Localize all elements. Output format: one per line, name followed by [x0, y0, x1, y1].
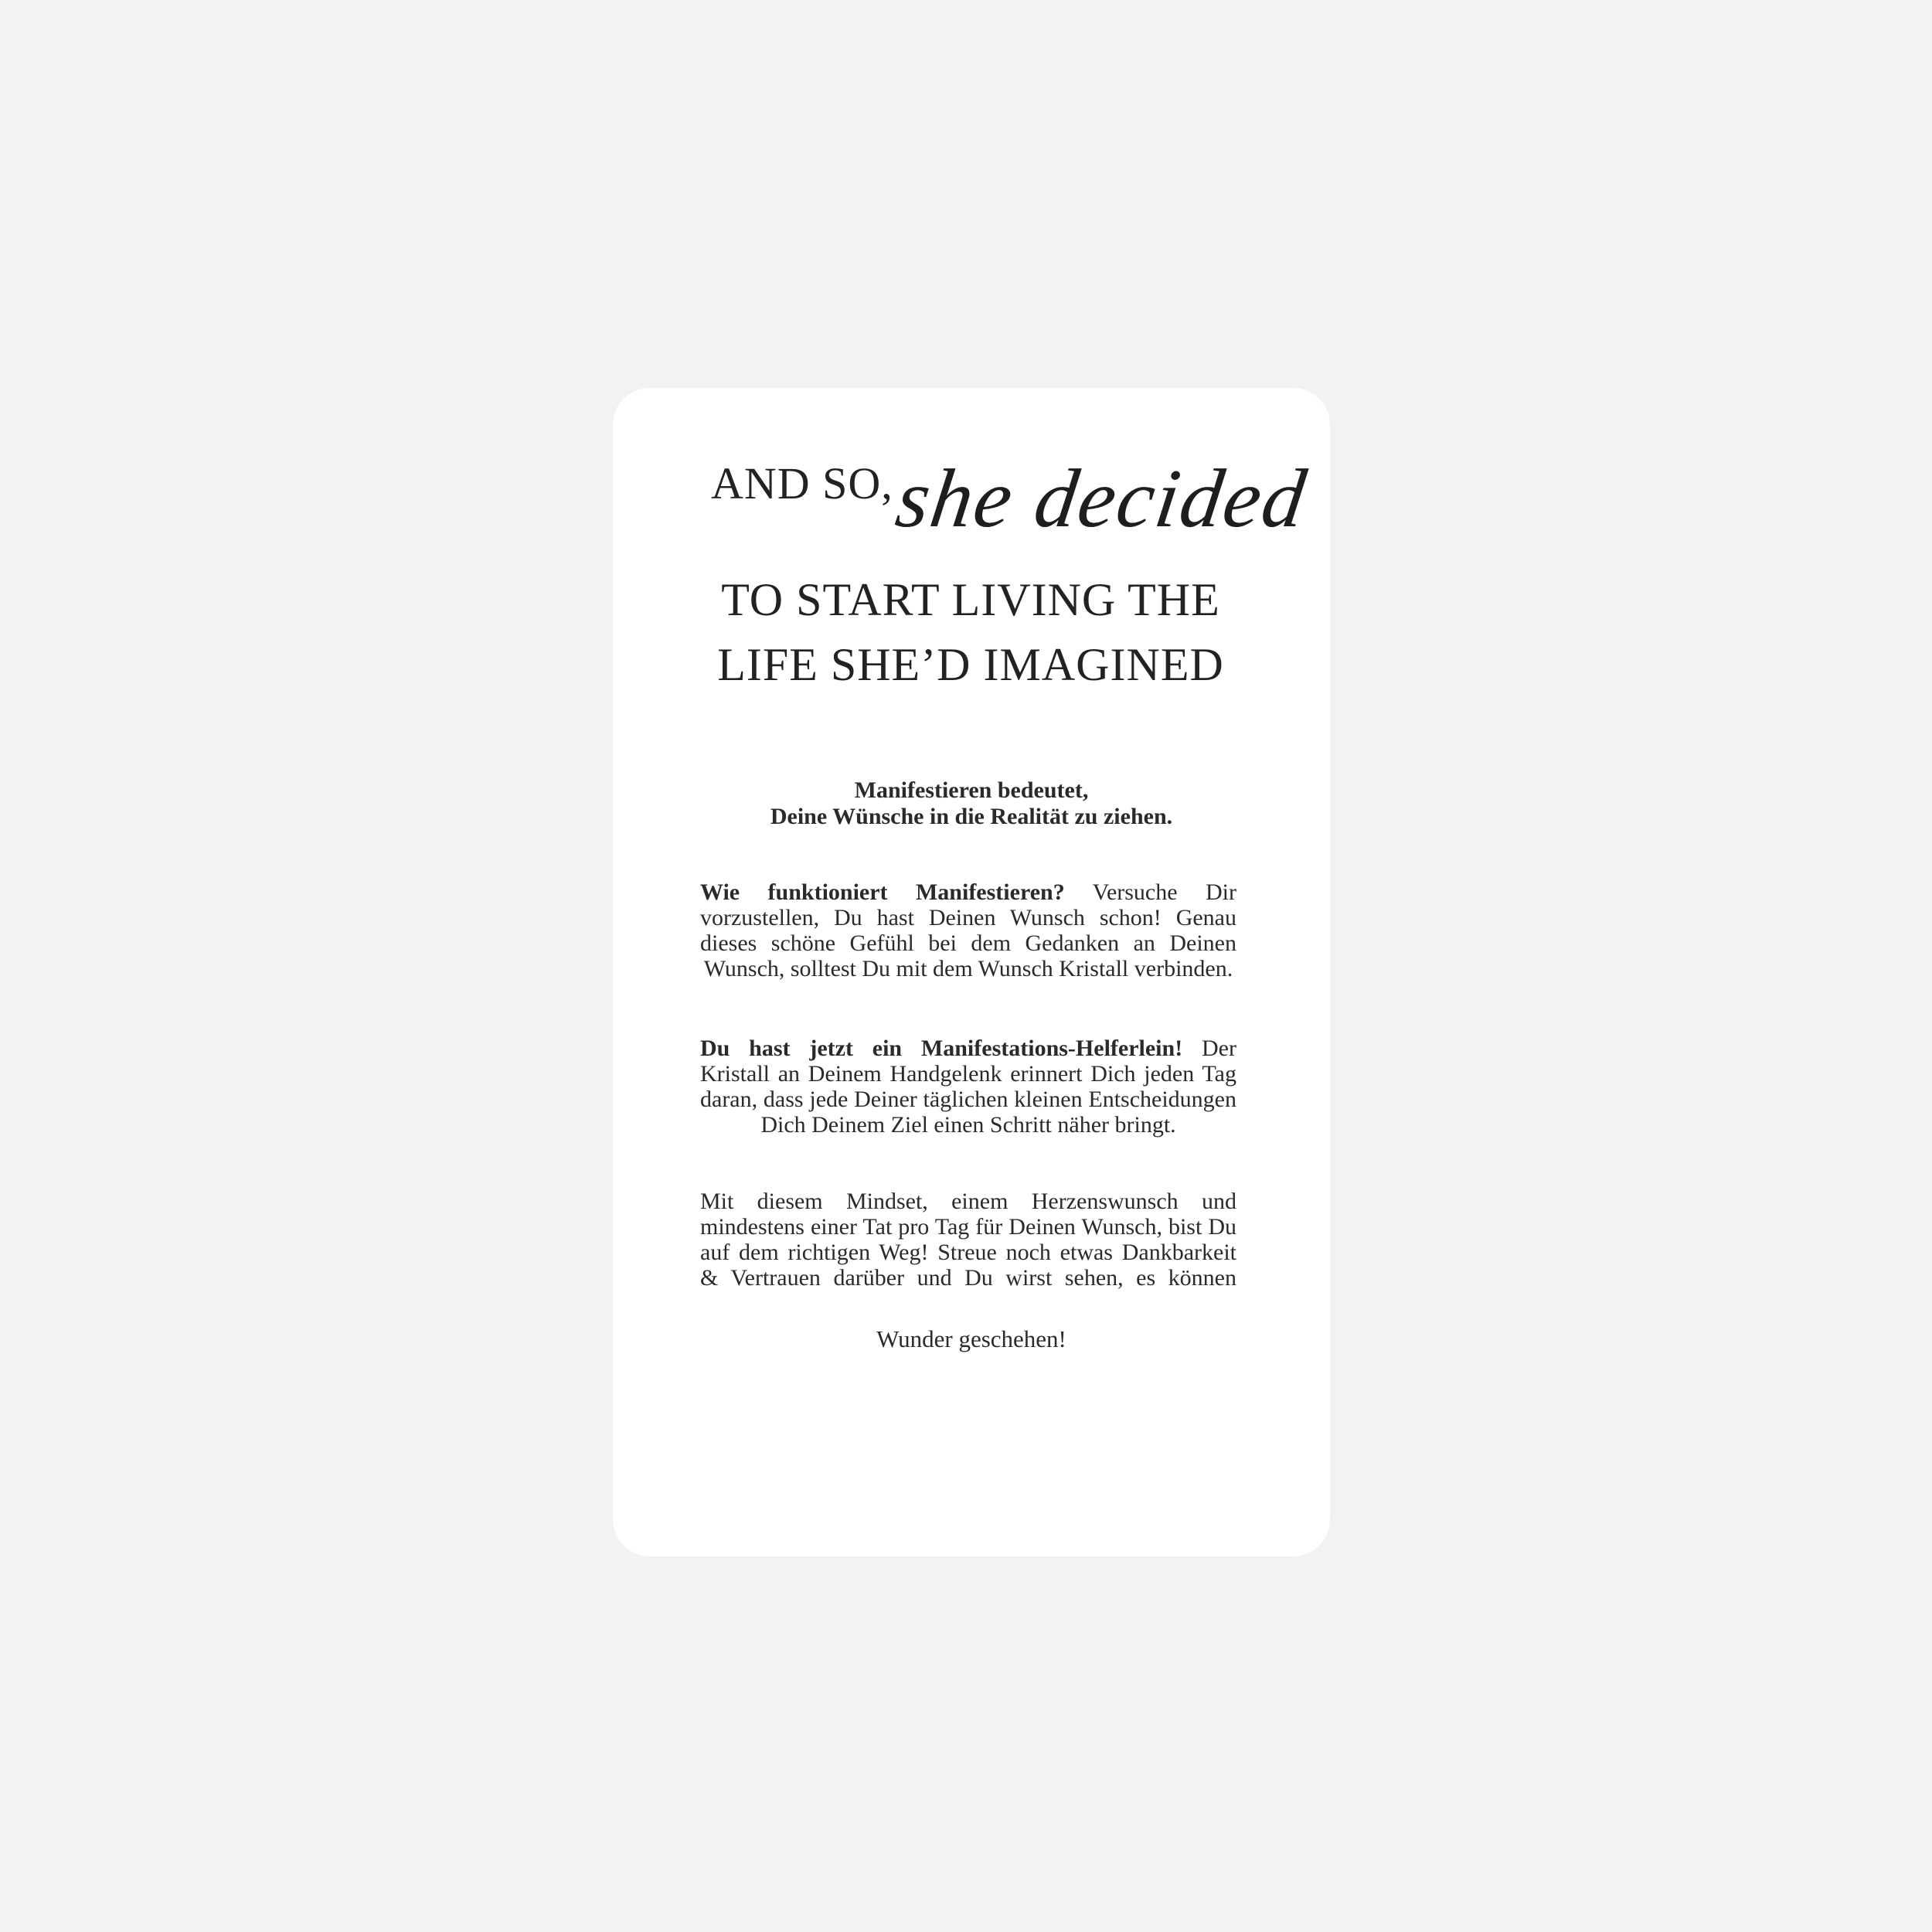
paragraph-helper-bold: Du hast jetzt ein Manifestations-Helferlein!	[700, 1036, 1183, 1061]
intro-line-2: Deine Wünsche in die Realität zu ziehen.	[770, 804, 1173, 829]
paragraph-helper	[700, 1036, 1236, 1138]
paragraph-mindset-closing: Wunder geschehen!	[876, 1325, 1066, 1352]
headline-script: she decided	[890, 453, 1313, 545]
paragraph-mindset: Mit diesem Mindset, einem Herzenswunsch und mindestens einer Tat pro Tag für Deinen Wunsch, bist Du auf dem richtigen Weg! Streue noch etwas Dankbarkeit & Vertrauen darüber und Du wirst sehen, es können	[700, 1189, 1236, 1291]
intro-text	[613, 777, 1330, 830]
paragraph-helper-text: Der Kristall an Deinem Handgelenk erinnert Dich jeden Tag daran, dass jede Deiner täglichen kleinen Entscheidungen Dich Deinem Ziel einen Schritt näher bringt.	[700, 1036, 1236, 1138]
paragraph-how-it-works-bold: Wie funktioniert Manifestieren?	[700, 879, 1065, 905]
intro-line-1: Manifestieren bedeutet,	[854, 777, 1089, 803]
headline-and-so: AND SO,	[711, 458, 893, 509]
headline-line-2: TO START LIVING THE	[721, 574, 1220, 625]
info-card	[613, 388, 1330, 1556]
paragraph-how-it-works	[700, 879, 1236, 981]
headline-line-3: LIFE SHE’D IMAGINED	[717, 639, 1224, 690]
paragraph-how-it-works-text: Versuche Dir vorzustellen, Du hast Deinen Wunsch schon! Genau dieses schöne Gefühl bei dem Gedanken an Deinen Wunsch, solltest Du mit dem Wunsch Kristall verbinden.	[700, 879, 1236, 981]
